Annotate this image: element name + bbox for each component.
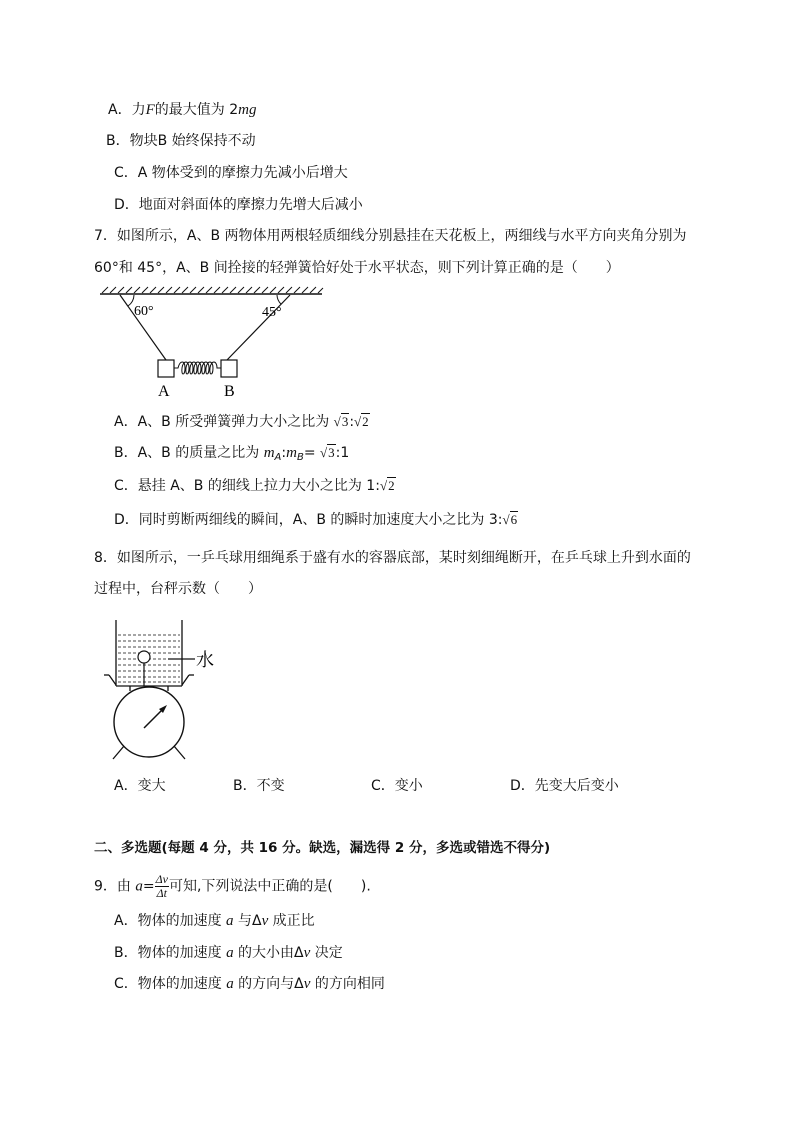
q7-option-a: A．A、B 所受弹簧弹力大小之比为 √3:√2 (114, 414, 369, 430)
angle-60-label: 60° (134, 304, 154, 319)
q9-option-c: C．物体的加速度 a 的方向与Δv 的方向相同 (114, 976, 385, 992)
scale-leg-right (174, 746, 185, 759)
ping-pong-ball (138, 651, 150, 663)
q6-option-c: C．A 物体受到的摩擦力先减小后增大 (114, 165, 348, 181)
q9-stem: 9．由 a= $\frac{\Delta v}{\Delta t}$ 可知,下列说法中正确的是( ). (94, 872, 371, 900)
q7-option-d: D．同时剪断两细线的瞬间，A、B 的瞬时加速度大小之比为 3:√6 (114, 512, 518, 528)
q7-figure (90, 285, 340, 400)
q9-option-b: B．物体的加速度 a 的大小由Δv 决定 (114, 945, 343, 961)
q7-stem-line2: 60°和 45°，A、B 间拴接的轻弹簧恰好处于水平状态，则下列计算正确的是（ ） (94, 260, 620, 276)
label-a: A (158, 383, 170, 400)
q8-option-c: C．变小 (371, 778, 423, 794)
q8-option-d: D．先变大后变小 (510, 778, 619, 794)
ceiling (100, 287, 323, 294)
block-b (221, 360, 237, 377)
q8-figure (100, 618, 230, 760)
q8-stem-line1: 8．如图所示，一乒乓球用细绳系于盛有水的容器底部，某时刻细绳断开，在乒乓球上升到水面的 (94, 550, 691, 566)
q7-option-c: C．悬挂 A、B 的细线上拉力大小之比为 1:√2 (114, 478, 395, 494)
section2-title: 二、多选题(每题 4 分，共 16 分。缺选，漏选得 2 分，多选或错选不得分) (94, 840, 551, 856)
q7-option-b: B．A、B 的质量之比为 $m_A:m_B=$ √3:1 (114, 445, 350, 463)
q9-option-a: A．物体的加速度 a 与Δv 成正比 (114, 913, 315, 929)
q8-option-b: B．不变 (233, 778, 285, 794)
q8-stem-line2: 过程中，台秤示数（ ） (94, 581, 262, 597)
angle-arc-right (277, 295, 281, 304)
scale-leg-left (113, 746, 124, 759)
q7-stem-line1: 7．如图所示，A、B 两物体用两根轻质细线分别悬挂在天花板上，两细线与水平方向夹角分别为 (94, 228, 687, 244)
spring (174, 362, 221, 374)
angle-45-label: 45° (262, 305, 282, 320)
q6-option-b: B．物块B 始终保持不动 (106, 133, 256, 149)
q6-option-d: D．地面对斜面体的摩擦力先增大后减小 (114, 197, 363, 213)
label-b: B (224, 383, 235, 400)
q6-option-a: A．力F的最大值为 2mg (108, 102, 257, 118)
q8-option-a: A．变大 (114, 778, 166, 794)
block-a (158, 360, 174, 377)
water-label: 水 (196, 650, 214, 670)
